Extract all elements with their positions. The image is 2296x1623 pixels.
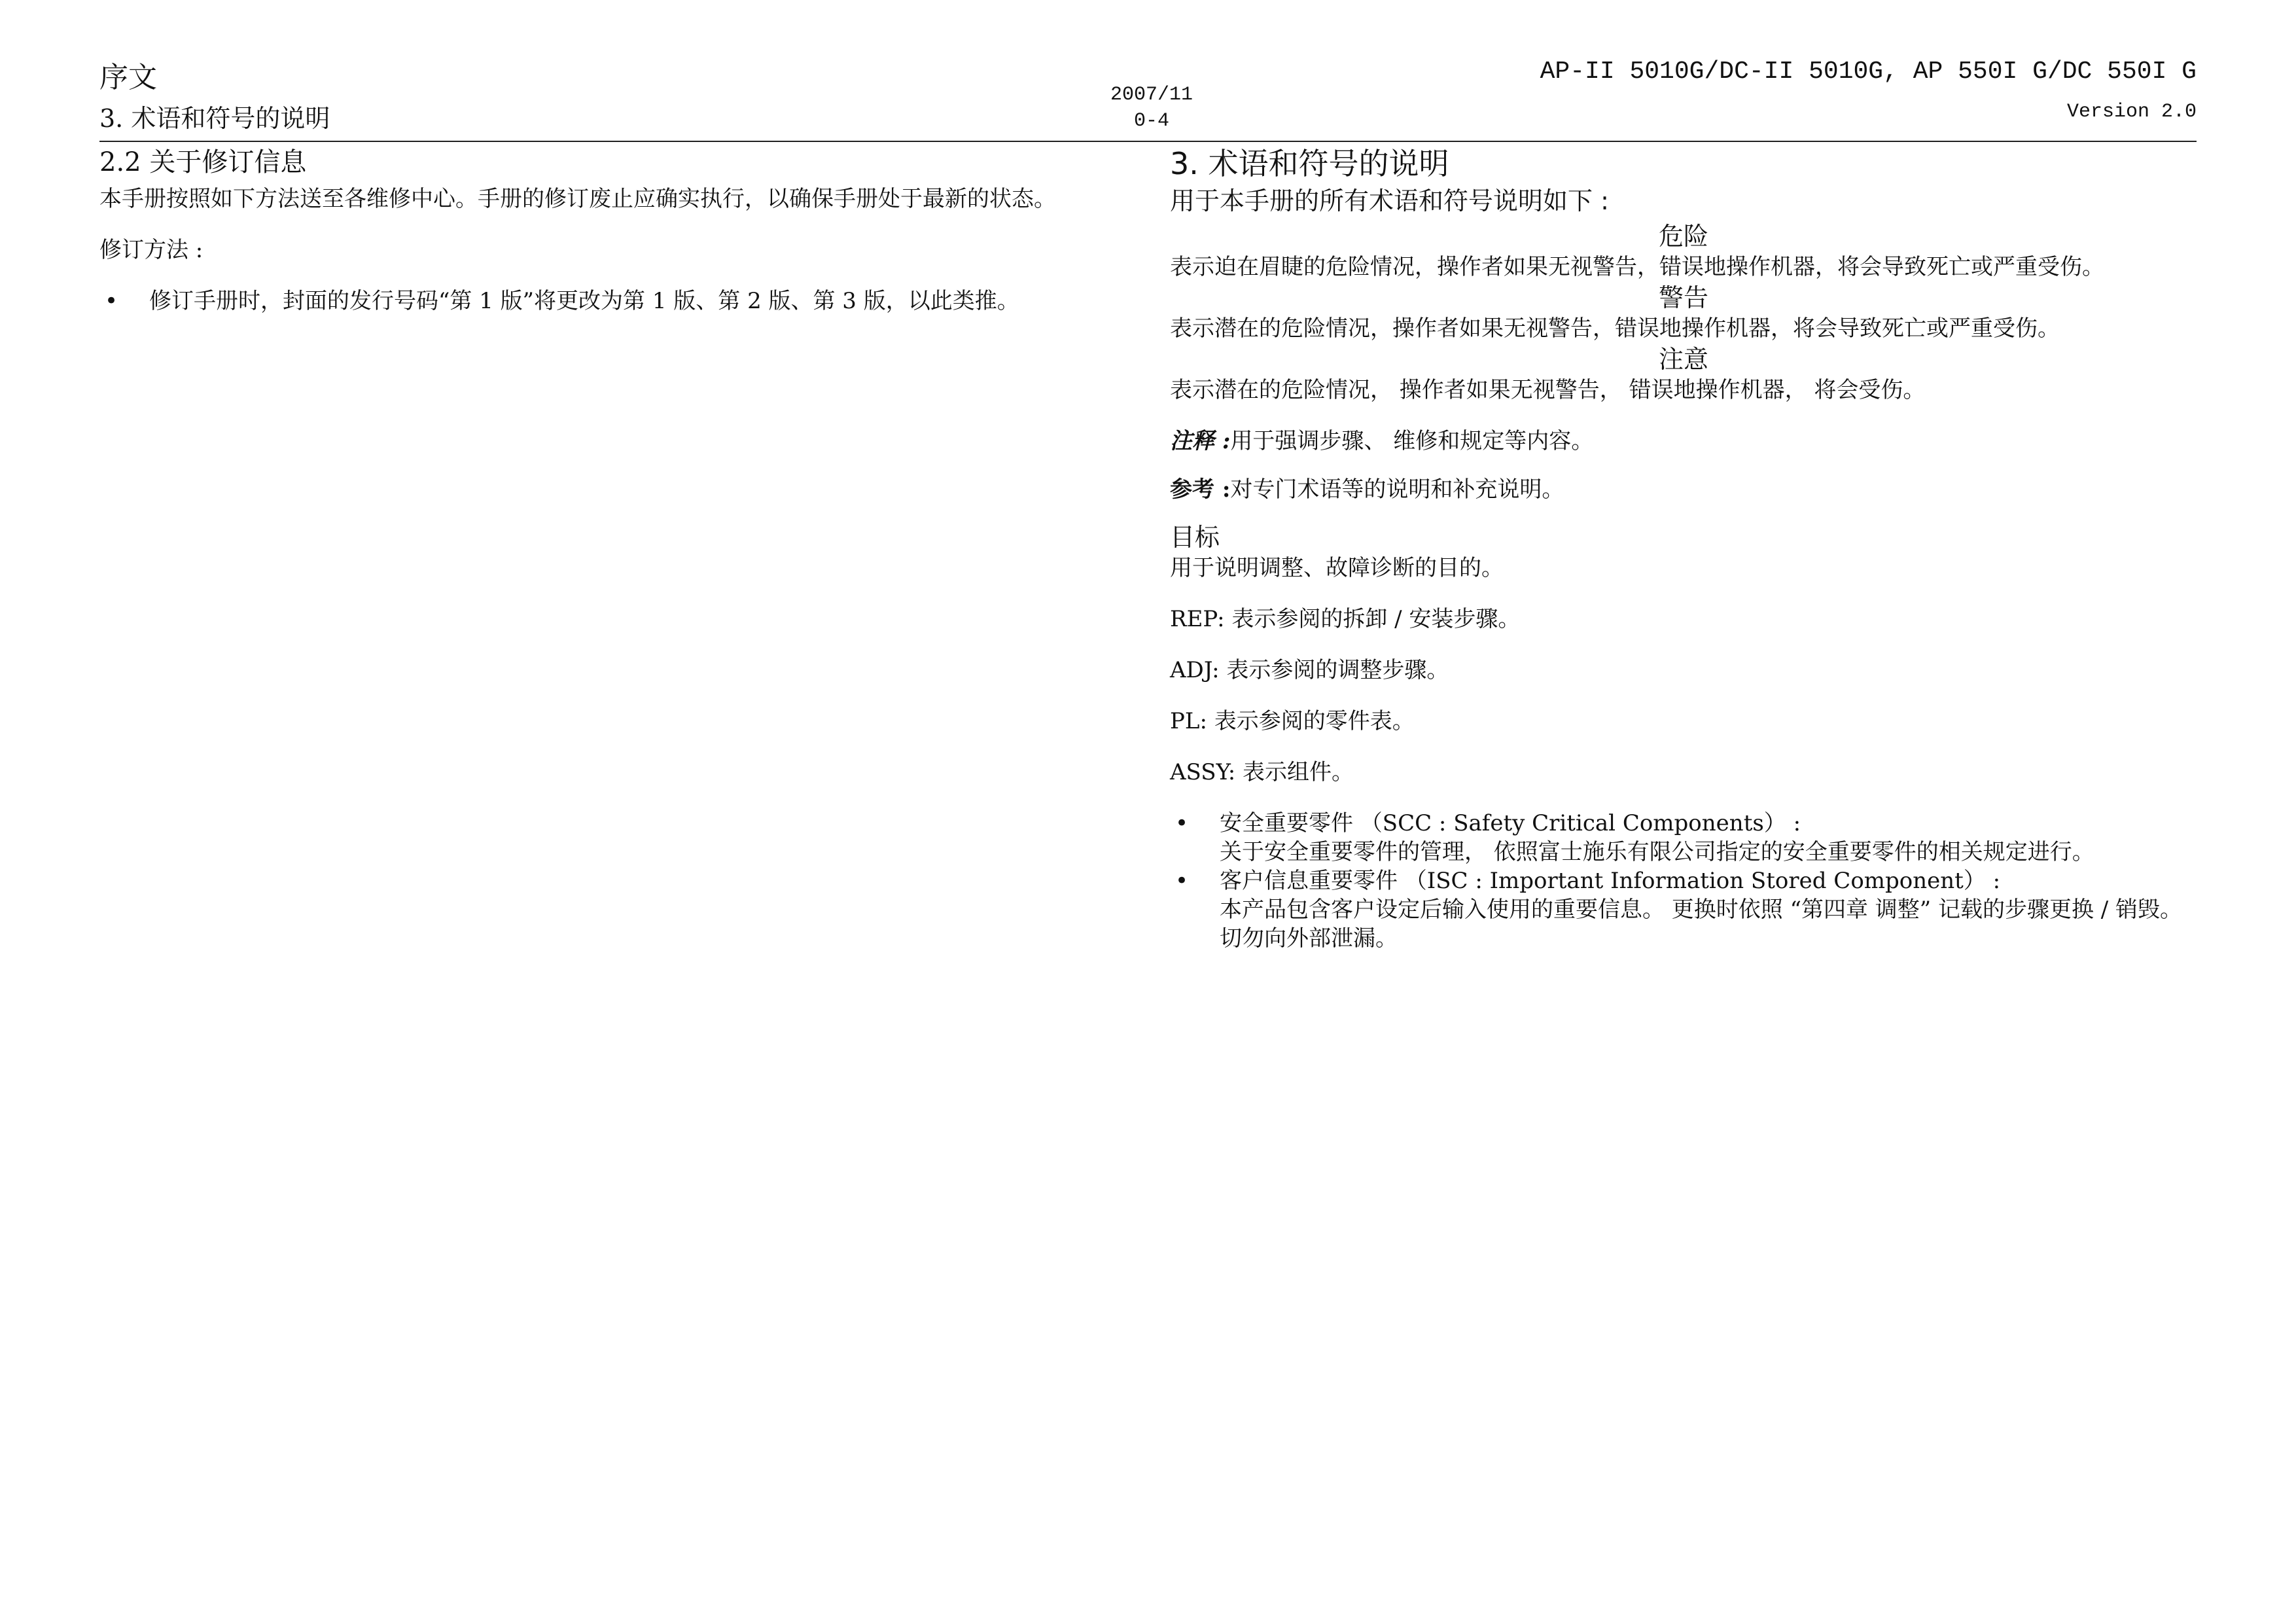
purpose-text: 用于说明调整、故障诊断的目的。 — [1170, 555, 1504, 581]
warning-text: 表示潜在的危险情况，操作者如果无视警告，错误地操作机器，将会导致死亡或严重受伤。 — [1170, 315, 2060, 342]
header-divider — [99, 141, 2197, 142]
isc-title: 客户信息重要零件 （ISC : Important Information Stored Component） : — [1220, 868, 2001, 894]
caution-text: 表示潜在的危险情况， 操作者如果无视警告， 错误地操作机器， 将会受伤。 — [1170, 377, 1926, 403]
version-label: Version 2.0 — [2066, 101, 2197, 123]
model-name: AP-II 5010G/DC-II 5010G, AP 550I G/DC 550I G — [1540, 58, 2197, 86]
left-column — [99, 145, 1120, 315]
list-item — [1170, 866, 2197, 953]
bullet-icon: • — [105, 288, 118, 314]
terms-lead: 用于本手册的所有术语和符号说明如下 : — [1170, 187, 1609, 215]
rep-line: REP: 表示参阅的拆卸 / 安装步骤。 — [1170, 606, 1521, 632]
list-item — [1170, 809, 2197, 866]
revision-method-label: 修订方法 : — [99, 237, 203, 263]
issue-date: 2007/11 — [1110, 84, 1193, 106]
scc-text: 关于安全重要零件的管理， 依照富士施乐有限公司指定的安全重要零件的相关规定进行。 — [1220, 839, 2094, 865]
scc-title: 安全重要零件 （SCC : Safety Critical Components） : — [1220, 810, 1801, 836]
section-heading-revision: 2.2 关于修订信息 — [99, 147, 307, 177]
assy-line: ASSY: 表示组件。 — [1170, 759, 1354, 785]
danger-text: 表示迫在眉睫的危险情况，操作者如果无视警告，错误地操作机器，将会导致死亡或严重受伤。 — [1170, 254, 2104, 280]
revision-intro: 本手册按照如下方法送至各维修中心。手册的修订废止应确实执行，以确保手册处于最新的状态。 — [99, 186, 1056, 212]
purpose-title: 目标 — [1170, 523, 1220, 552]
note-label: 注释 : — [1170, 428, 1231, 454]
isc-text: 本产品包含客户设定后输入使用的重要信息。 更换时依照 “第四章 调整” 记载的步骤更换 / 销毁。 切勿向外部泄漏。 — [1220, 897, 2183, 952]
page-number: 0-4 — [1133, 110, 1169, 132]
section-heading-terms: 3. 术语和符号的说明 — [1170, 146, 1449, 181]
caution-title: 注意 — [1658, 345, 1708, 374]
page-title: 序文 — [99, 61, 157, 94]
warning-title: 警告 — [1658, 283, 1708, 312]
reference-label: 参考 : — [1170, 476, 1231, 503]
adj-line: ADJ: 表示参阅的调整步骤。 — [1170, 657, 1449, 683]
section-subtitle: 3. 术语和符号的说明 — [99, 104, 330, 133]
reference-text: 对专门术语等的说明和补充说明。 — [1230, 476, 1564, 503]
reference-line — [1170, 475, 2197, 504]
revision-bullet-text: 修订手册时，封面的发行号码“第 1 版”将更改为第 1 版、第 2 版、第 3 版，以此类推。 — [149, 288, 1019, 314]
bullet-icon: • — [1175, 868, 1189, 894]
right-column — [1170, 145, 2197, 953]
list-item — [99, 287, 1120, 315]
pl-line: PL: 表示参阅的零件表。 — [1170, 708, 1415, 734]
bullet-icon: • — [1175, 810, 1189, 836]
note-text: 用于强调步骤、 维修和规定等内容。 — [1230, 428, 1594, 454]
note-line — [1170, 427, 2197, 455]
danger-title: 危险 — [1658, 222, 1708, 251]
